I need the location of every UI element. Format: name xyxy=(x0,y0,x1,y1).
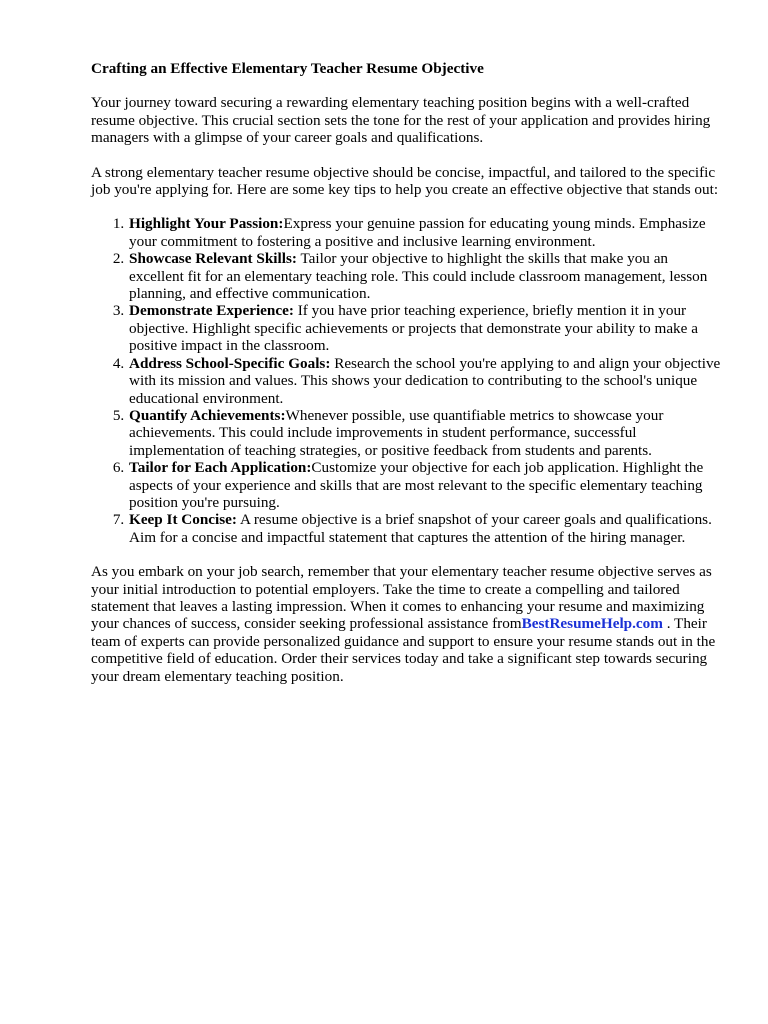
list-item xyxy=(128,511,721,546)
tips-list xyxy=(91,215,721,546)
tip-text: Tailor your objective to highlight the skills that make you an excellent fit for an elementary teaching role. This could include classroom management, lesson planning, and effective communication. xyxy=(129,250,708,303)
tip-heading: Demonstrate Experience: xyxy=(129,302,294,320)
tip-heading: Keep It Concise: xyxy=(129,511,237,529)
list-item xyxy=(128,302,721,354)
tip-text: Customize your objective for each job application. Highlight the aspects of your experience and skills that are most relevant to the specific elementary teaching position you're pursuing. xyxy=(129,459,704,511)
tip-heading: Address School-Specific Goals: xyxy=(129,354,331,372)
list-item xyxy=(128,407,721,459)
tip-text: A resume objective is a brief snapshot of your career goals and qualifications. Aim for a concise and impactful statement that captures the attention of the hiring manager. xyxy=(129,511,712,546)
tip-heading: Tailor for Each Application: xyxy=(129,459,312,477)
tip-text: Express your genuine passion for educating young minds. Emphasize your commitment to fostering a positive and inclusive learning environment. xyxy=(129,215,706,250)
tip-heading: Quantify Achievements: xyxy=(129,406,286,424)
best-resume-help-link[interactable]: BestResumeHelp.com xyxy=(521,615,663,633)
closing-text-before: As you embark on your job search, remember that your elementary teacher resume objective serves as your initial introduction to potential employers. Take the time to create a compelling and tailored statement that leaves a lasting impression. When it comes to enhancing your resume and maximizing your chances of success, consider seeking professional assistance from xyxy=(91,563,712,633)
list-item xyxy=(128,215,721,250)
list-item xyxy=(128,459,721,511)
closing-paragraph xyxy=(91,563,721,685)
tip-text: Research the school you're applying to and align your objective with its mission and values. This shows your dedication to contributing to the school's unique educational environment. xyxy=(129,354,721,407)
list-item xyxy=(128,355,721,407)
intro-paragraph: Your journey toward securing a rewarding elementary teaching position begins with a well-crafted resume objective. This crucial section sets the tone for the rest of your application and provides hiring managers with a glimpse of your career goals and qualifications. xyxy=(91,94,711,147)
tip-heading: Showcase Relevant Skills: xyxy=(129,250,297,268)
tip-text: If you have prior teaching experience, briefly mention it in your objective. Highlight specific achievements or projects that demonstrate your ability to make a positive impact in the classroom. xyxy=(129,302,698,355)
document-page xyxy=(91,60,721,702)
tip-text: Whenever possible, use quantifiable metrics to showcase your achievements. This could include improvements in student performance, successful implementation of teaching strategies, or positive feedback from students and parents. xyxy=(129,406,664,459)
lead-paragraph: A strong elementary teacher resume objective should be concise, impactful, and tailored to the specific job you're applying for. Here are some key tips to help you create an effective objective that stands out: xyxy=(91,163,719,199)
document-title: Crafting an Effective Elementary Teacher Resume Objective xyxy=(91,60,484,77)
list-item xyxy=(128,250,721,302)
tip-heading: Highlight Your Passion: xyxy=(129,215,284,233)
closing-text-after: . Their team of experts can provide personalized guidance and support to ensure your resume stands out in the competitive field of education. Order their services today and take a significant step towards securing your dream elementary teaching position. xyxy=(91,615,716,685)
